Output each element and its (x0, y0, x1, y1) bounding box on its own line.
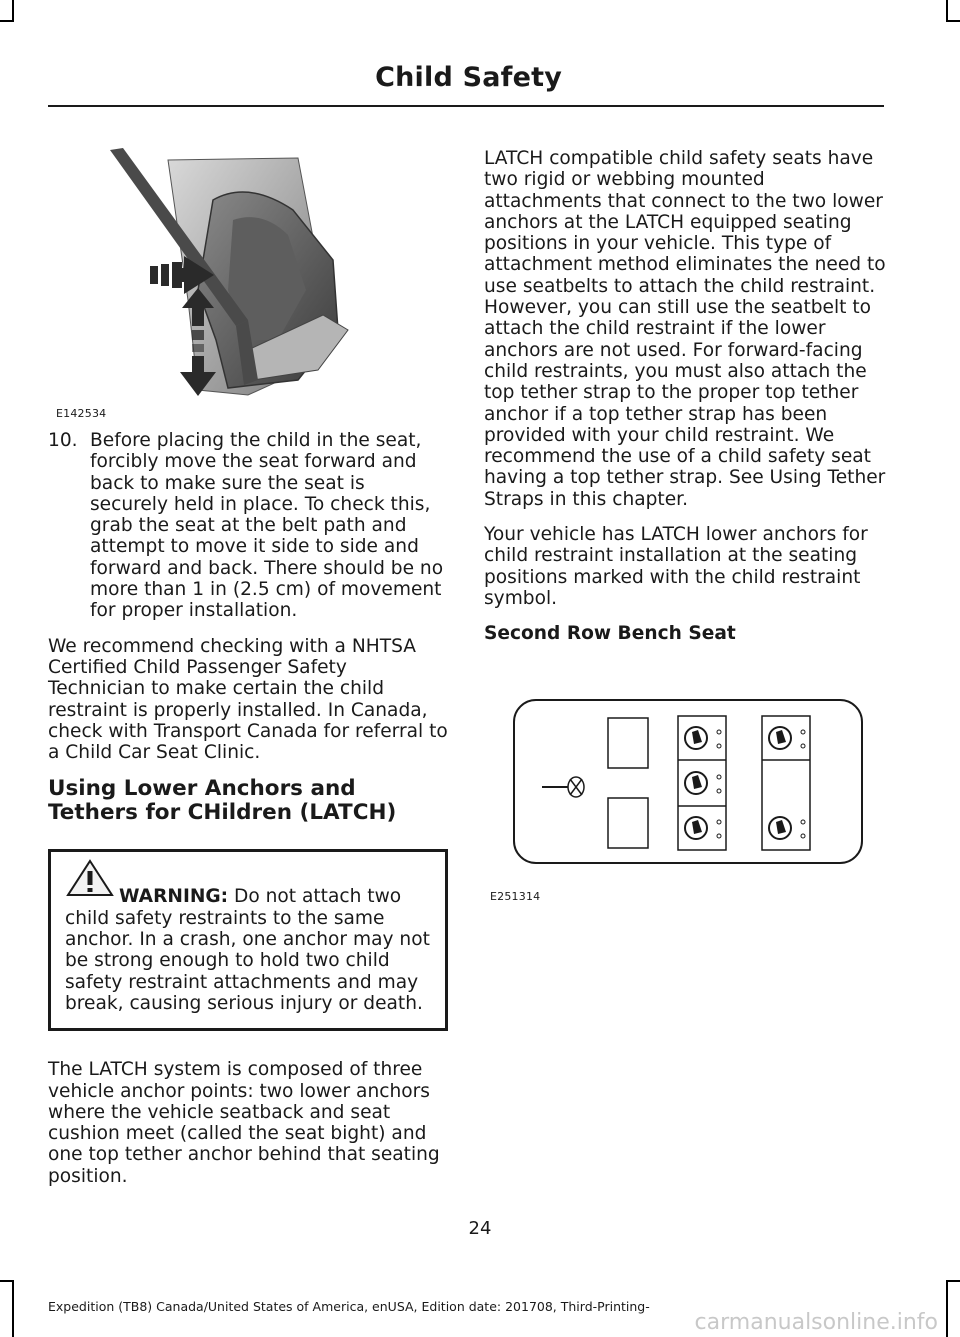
page-title: Child Safety (375, 62, 562, 93)
header-divider (48, 105, 884, 107)
warning-triangle-icon (65, 858, 115, 898)
paragraph: The LATCH system is composed of three vehicle anchor points: two lower anchors where the vehicle seatback and seat cushion meet (called the seat bight) and one top tether anchor behind that seating position. (48, 1059, 440, 1187)
paragraph: Your vehicle has LATCH lower anchors for child restraint installation at the seating positions marked with the child restraint symbol. (484, 524, 868, 609)
crop-mark-bottom-left-h (0, 1280, 14, 1282)
crop-mark-top-left-v (12, 0, 14, 22)
seat-figure (48, 140, 448, 420)
list-item (48, 430, 448, 622)
warning-box (48, 849, 448, 1031)
step-list (48, 430, 448, 622)
crop-mark-top-right-v (946, 0, 948, 22)
crop-mark-top-right-h (946, 20, 960, 22)
right-column (484, 148, 886, 908)
latch-seating-diagram (484, 658, 884, 898)
subheading: Second Row Bench Seat (484, 623, 736, 645)
seating-diagram-figure (484, 658, 884, 908)
crop-mark-bottom-left-v (12, 1280, 14, 1337)
figure-id: E142534 (56, 407, 107, 420)
figure-id: E251314 (490, 890, 541, 904)
front-seat-right (608, 718, 648, 768)
child-seat-illustration (48, 140, 448, 420)
warning-text: Do not attach two child safety restraints to the same anchor. In a crash, one anchor may not be strong enough to hold two child safety restraint attachments and may break, causing serious injury or death. (65, 886, 430, 1014)
crop-mark-bottom-right-h (946, 1280, 960, 1282)
warning-label: WARNING: (119, 886, 229, 908)
watermark: carmanualsonline.info (694, 1310, 938, 1335)
crop-mark-top-left-h (0, 20, 14, 22)
step-number: 10. (48, 430, 78, 451)
left-column (48, 140, 448, 1201)
document-info: Expedition (TB8) Canada/United States of America, enUSA, Edition date: 201708, Third-Printing- (48, 1299, 650, 1314)
step-text: Before placing the child in the seat, forcibly move the seat forward and back to make sure the seat is securely held in place. To check this, grab the seat at the belt path and attempt to move it side to side and forward and back. There should be no more than 1 in (2.5 cm) of movement for proper installation. (90, 430, 444, 622)
paragraph: LATCH compatible child safety seats have two rigid or webbing mounted attachments that connect to the two lower anchors at the LATCH equipped seating positions in your vehicle. This type of attachment method eliminates the need to use seatbelts to attach the child restraint. However, you can still use the seatbelt to attach the child restraint if the lower anchors are not used. For forward-facing child restraints, you must also attach the top tether strap to the proper top tether anchor if a top tether strap has been provided with your child restraint. We recommend the use of a child safety seat having a top tether strap. See Using Tether Straps in this chapter. (484, 148, 886, 510)
paragraph: We recommend checking with a NHTSA Certified Child Passenger Safety Technician to make certain the child restraint is properly installed. In Canada, check with Transport Canada for referral to a Child Car Seat Clinic. (48, 635, 448, 764)
crop-mark-bottom-right-v (946, 1280, 948, 1337)
page-number: 24 (468, 1218, 492, 1239)
front-seat-left (608, 798, 648, 848)
section-heading: Using Lower Anchors and Tethers for CHildren (LATCH) (48, 776, 397, 826)
